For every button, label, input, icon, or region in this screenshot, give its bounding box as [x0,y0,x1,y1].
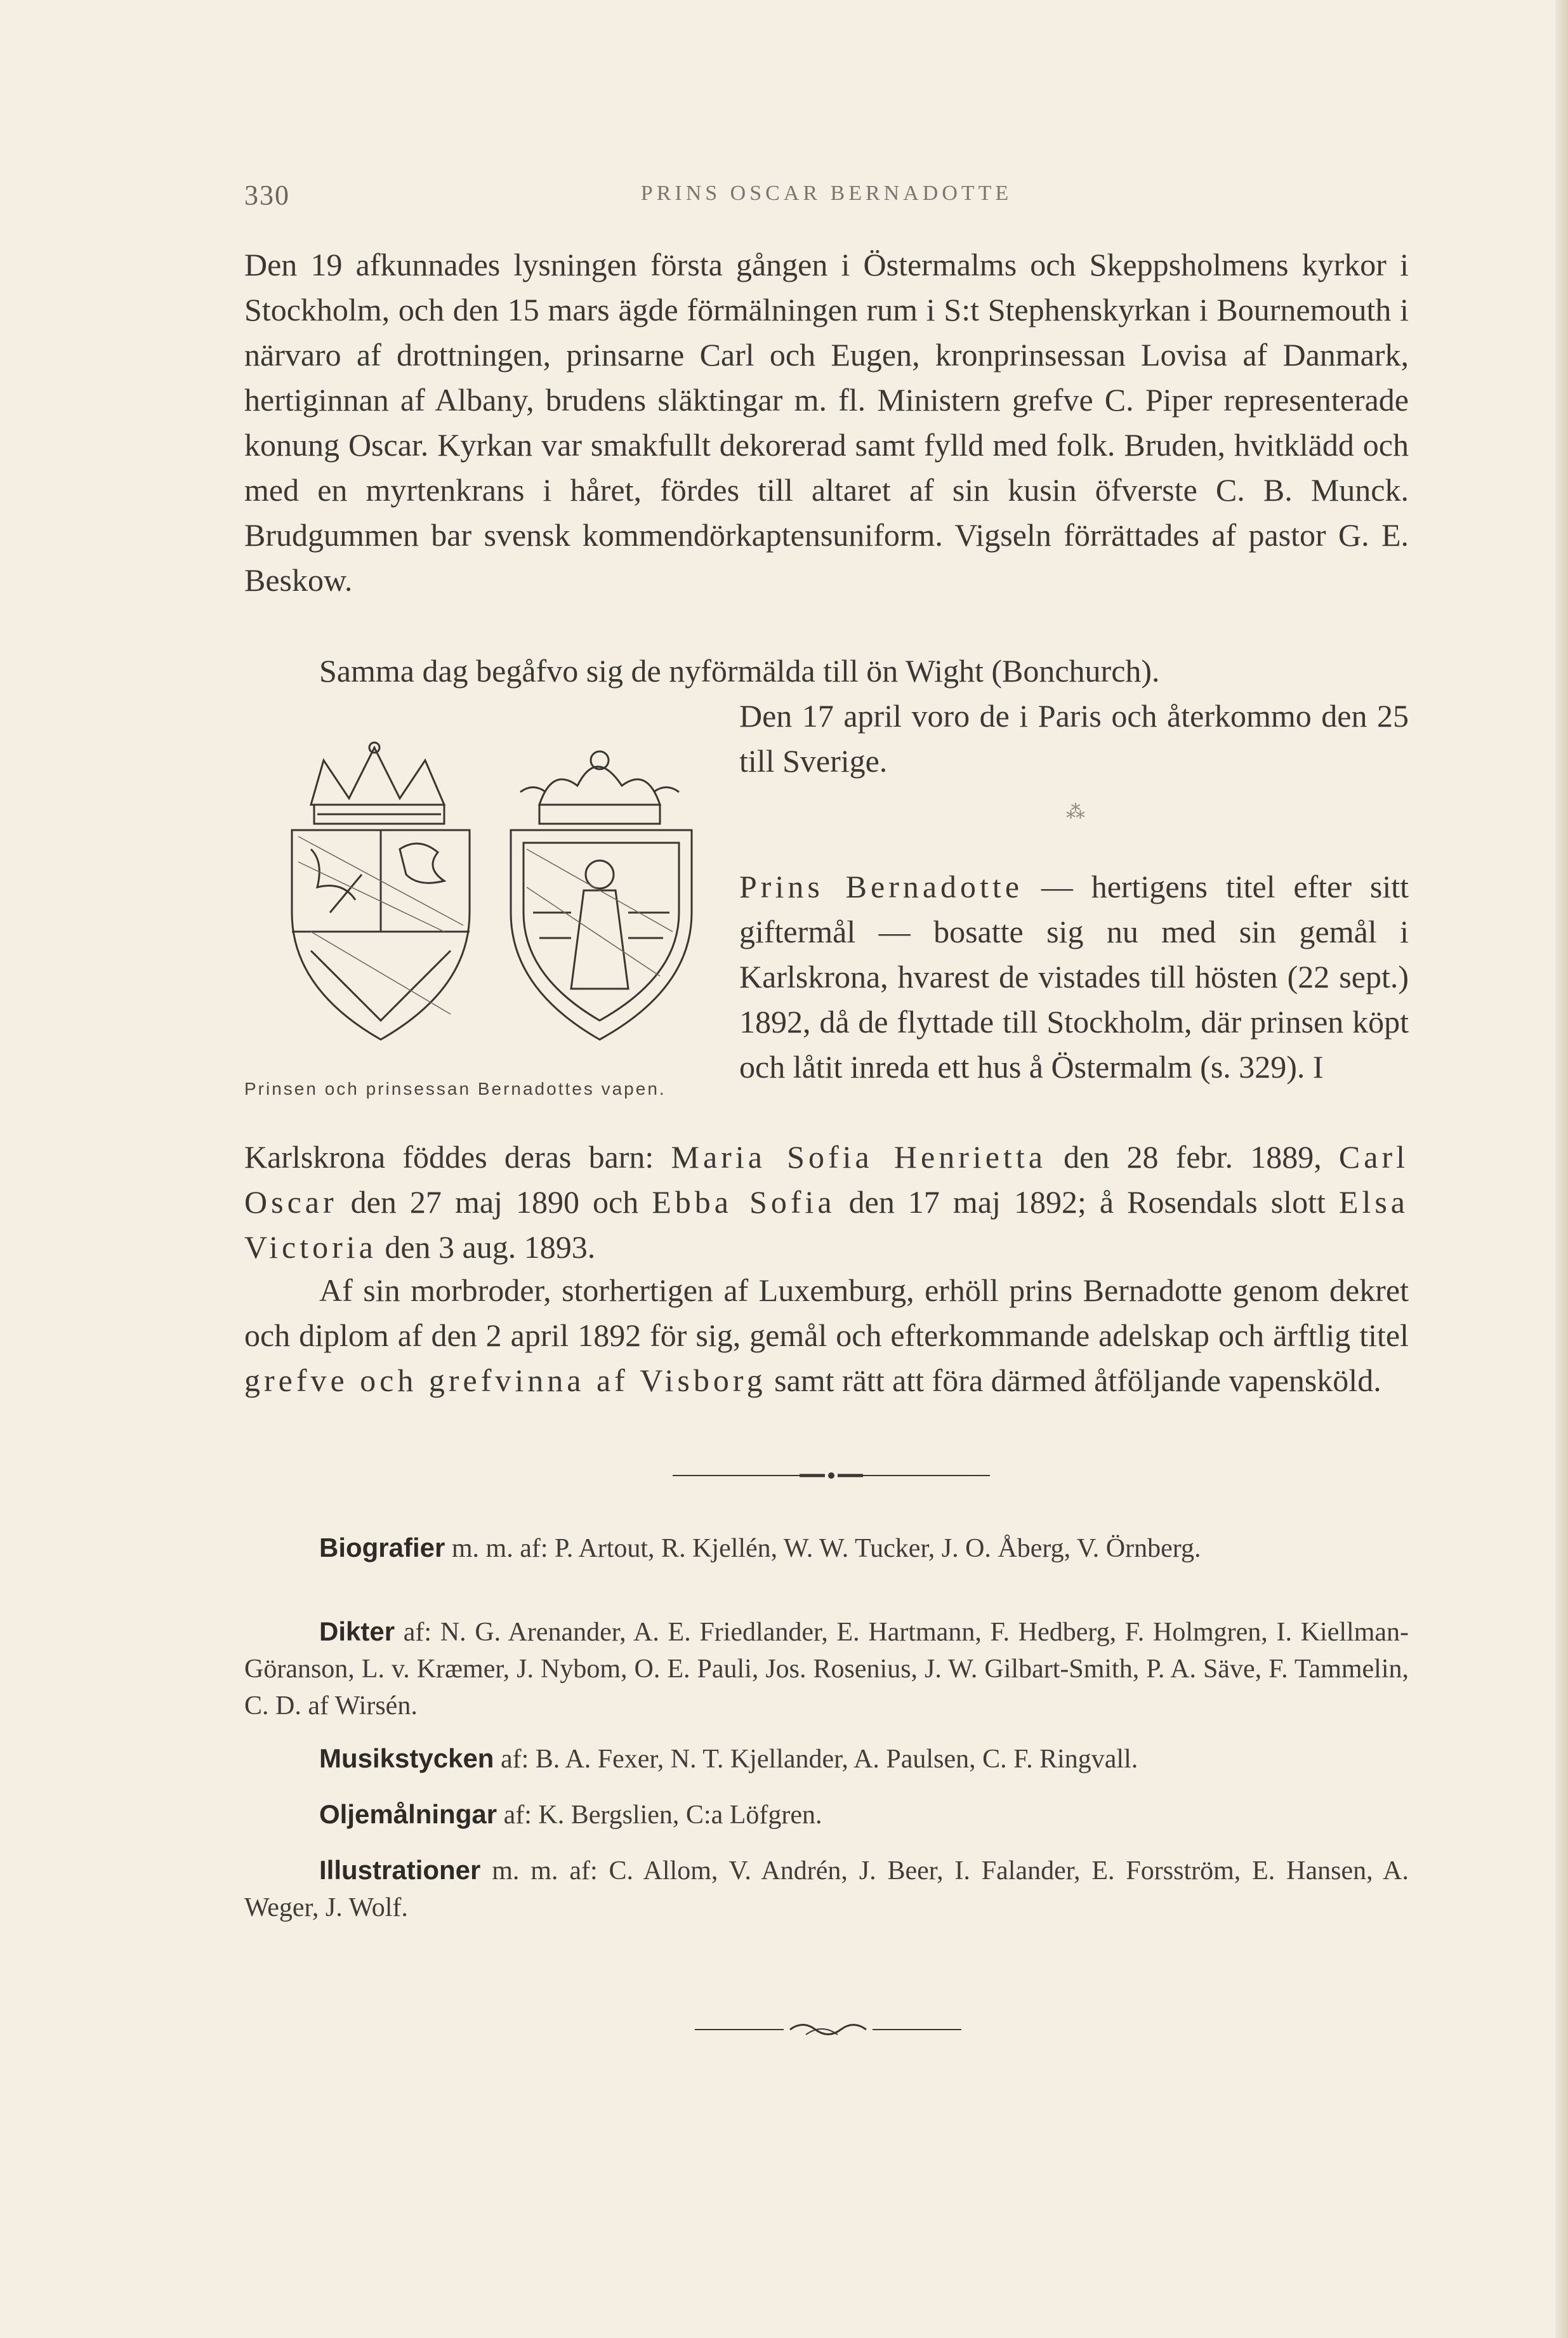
running-head: PRINS OSCAR BERNADOTTE [640,182,1013,205]
page-edge [1555,0,1568,2338]
paragraph-wedding: Den 19 afkunnades lysningen första gången i Östermalms och Skeppsholmens kyrkor i Stockholm, och den 15 mars ägde förmälningen rum i S:t Stephenskyrkan i Bournemouth i närvaro af drottningen, prinsarne Carl och Eugen, kronprinsessan Lovisa af Danmark, hertiginnan af Albany, brudens släktingar m. fl. Ministern grefve C. Piper representerade konung Oscar. Kyrkan var smakfullt dekorerad samt fylld med folk. Bruden, hvitklädd och med en myrtenkrans i håret, fördes till altaret af sin kusin öfverste C. B. Munck. Brudgummen bar svensk kommendörkaptensuniform. Vigseln förrättades af pastor G. E. Beskow. [244,247,1409,598]
left-crown-icon [311,748,444,805]
credit-label: Illustrationer [319,1855,481,1885]
paragraph-title [244,1268,1409,1403]
credit-text: m. m. af: P. Artout, R. Kjellén, W. W. Tucker, J. O. Åberg, V. Örnberg. [445,1534,1201,1563]
credit-oljemalningar [244,1796,1409,1833]
credit-label: Oljemålningar [319,1799,497,1829]
credit-biografier [244,1529,1409,1567]
credit-label: Biografier [319,1533,445,1562]
credit-text: af: N. G. Arenander, A. E. Friedlander, E. Hartmann, F. Hedberg, F. Holmgren, I. Kiellman-Göranson, L. v. Kræmer, J. Nybom, O. E. Pauli, Jos. Rosenius, J. W. Gilbart-Smith, P. A. Säve, F. Tammelin, C. D. af Wirsén. [244,1618,1409,1720]
asterism: ⁂ [1066,802,1085,822]
child-name-maria: Maria Sofia Henrietta [671,1139,1046,1175]
end-ornament-icon [695,2017,961,2042]
coat-of-arms-illustration [254,722,736,1078]
child-name-carl: Carl Oscar [244,1139,1409,1220]
credit-dikter [244,1613,1409,1724]
title-text-b: samt rätt att föra därmed åtföljande vapensköld. [766,1363,1381,1398]
credit-musikstycken [244,1740,1409,1778]
child-name-ebba: Ebba Sofia [652,1184,836,1220]
paragraph-honeymoon-continued: Den 17 april voro de i Paris och återkommo den 25 till Sverige. [739,698,1409,779]
page-number: 330 [244,180,290,211]
paragraph-honeymoon: Samma dag begåfvo sig de nyförmälda till ön Wight (Bonchurch). [319,653,1160,689]
children-text-e: den 3 aug. 1893. [376,1229,596,1265]
credit-label: Musikstycken [319,1743,494,1773]
children-text-b: den 28 febr. 1889, [1046,1139,1339,1175]
children-text-a: Karlskrona föddes deras barn: [244,1139,671,1175]
credit-illustrationer [244,1852,1409,1926]
credit-text: af: B. A. Fexer, N. T. Kjellander, A. Paulsen, C. F. Ringvall. [494,1745,1138,1774]
noble-title: grefve och grefvinna af Visborg [244,1363,767,1398]
page-header [244,179,1409,217]
children-text-d: den 17 maj 1892; å Rosendals slott [835,1184,1339,1220]
title-text-a: Af sin morbroder, storhertigen af Luxemburg, erhöll prins Bernadotte genom dekret och diplom af den 2 april 1892 för sig, gemål och efterkommande adelskap och ärftlig titel [244,1272,1409,1353]
coat-of-arms-figure [241,722,736,1078]
credit-label: Dikter [319,1616,395,1646]
figure-caption: Prinsen och prinsessan Bernadottes vapen. [244,1079,666,1099]
paragraph-residence-text: — hertigens titel efter sitt giftermål — bosatte sig nu med sin gemål i Karlskrona, hvarest de vistades till hösten (22 sept.) 1892, då de flyttade till Stockholm, där prinsen köpt och låtit inreda ett hus å Östermalm (s. 329). I [739,869,1409,1085]
paragraph-residence [739,864,1409,1090]
child-name-elsa: Elsa Victoria [244,1184,1409,1265]
credit-text: af: K. Bergslien, C:a Löfgren. [497,1800,822,1830]
right-crown-icon [539,767,660,805]
credit-text: m. m. af: C. Allom, V. Andrén, J. Beer, I. Falander, E. Forsström, E. Hansen, A. Weger, J. Wolf. [244,1856,1409,1922]
section-divider [673,1466,990,1485]
prince-name: Prins Bernadotte [739,869,1024,904]
children-text-c: den 27 maj 1890 och [337,1184,652,1220]
paragraph-children [244,1135,1409,1270]
